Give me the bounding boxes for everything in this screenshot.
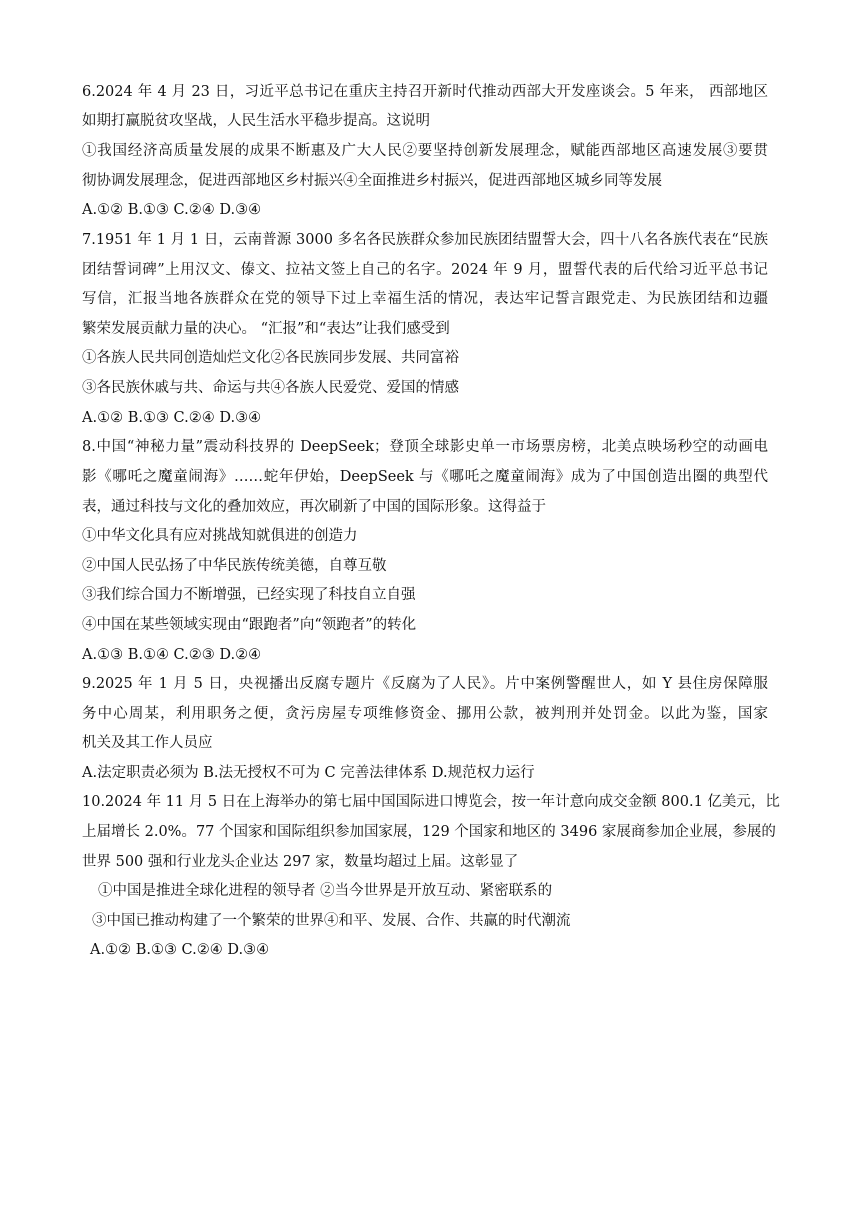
q9-stem-line-3: 机关及其工作人员应 bbox=[82, 735, 213, 751]
q9-answer-choices: A.法定职责必须为 B.法无授权不可为 C 完善法律体系 D.规范权力运行 bbox=[82, 765, 535, 781]
q7-answer-choices: A.①② B.①③ C.②④ D.③④ bbox=[82, 410, 262, 426]
q8-option-2: ②中国人民弘扬了中华民族传统美德，自尊互敬 bbox=[82, 558, 387, 574]
q9-stem-line-1: 9.2025 年 1 月 5 日，央视播出反腐专题片《反腐为了人民》。片中案例警醒世人，如 Y 县住房保障服 bbox=[82, 676, 768, 692]
q8-stem-line-2: 影《哪吒之魔童闹海》……蛇年伊始，DeepSeek 与《哪吒之魔童闹海》成为了中国创造出圈的典型代 bbox=[82, 469, 768, 485]
q7-stem-line-2: 团结誓词碑”上用汉文、傣文、拉祜文签上自己的名字。2024 年 9 月，盟誓代表的后代给习近平总书记 bbox=[82, 262, 768, 278]
q7-stem-line-4: 繁荣发展贡献力量的决心。 “汇报”和“表达”让我们感受到 bbox=[82, 321, 450, 337]
q9-stem-line-2: 务中心周某，利用职务之便，贪污房屋专项维修资金、挪用公款，被判刑并处罚金。以此为鉴，国家 bbox=[82, 706, 768, 722]
q6-stem-line-2: 如期打赢脱贫攻坚战，人民生活水平稳步提高。这说明 bbox=[82, 113, 430, 129]
q10-options-line-1: ①中国是推进全球化进程的领导者 ②当今世界是开放互动、紧密联系的 bbox=[98, 883, 553, 899]
q7-stem-line-1: 7.1951 年 1 月 1 日，云南普源 3000 多名各民族群众参加民族团结盟誓大会，四十八名各族代表在“民族 bbox=[82, 232, 768, 248]
q10-answer-choices: A.①② B.①③ C.②④ D.③④ bbox=[90, 942, 270, 958]
q6-options-line-1: ①我国经济高质量发展的成果不断惠及广大人民②要坚持创新发展理念，赋能西部地区高速发展③要贯 bbox=[82, 143, 768, 159]
q10-stem-line-2: 上届增长 2.0%。77 个国家和国际组织参加国家展，129 个国家和地区的 3496 家展商参加企业展，参展的 bbox=[82, 824, 776, 840]
q6-answer-choices: A.①② B.①③ C.②④ D.③④ bbox=[82, 202, 262, 218]
q6-stem-line-1: 6.2024 年 4 月 23 日，习近平总书记在重庆主持召开新时代推动西部大开发座谈会。5 年来， 西部地区 bbox=[82, 84, 768, 100]
q7-stem-line-3: 写信，汇报当地各族群众在党的领导下过上幸福生活的情况，表达牢记誓言跟党走、为民族团结和边疆 bbox=[82, 291, 768, 307]
q8-stem-line-1: 8.中国“神秘力量”震动科技界的 DeepSeek；登顶全球影史单一市场票房榜，北美点映场秒空的动画电 bbox=[82, 439, 768, 455]
q7-options-line-1: ①各族人民共同创造灿烂文化②各民族同步发展、共同富裕 bbox=[82, 350, 459, 366]
q8-option-3: ③我们综合国力不断增强，已经实现了科技自立自强 bbox=[82, 587, 416, 603]
q10-stem-line-3: 世界 500 强和行业龙头企业达 297 家，数量均超过上届。这彰显了 bbox=[82, 854, 519, 870]
q6-options-line-2: 彻协调发展理念，促进西部地区乡村振兴④全面推进乡村振兴，促进西部地区城乡同等发展 bbox=[82, 173, 662, 189]
q10-stem-line-1: 10.2024 年 11 月 5 日在上海举办的第七届中国国际进口博览会，按一年计意向成交金额 800.1 亿美元，比 bbox=[82, 794, 780, 810]
q8-option-4: ④中国在某些领域实现由“跟跑者”向“领跑者”的转化 bbox=[82, 617, 417, 633]
q8-answer-choices: A.①③ B.①④ C.②③ D.②④ bbox=[82, 647, 262, 663]
q7-options-line-2: ③各民族休戚与共、命运与共④各族人民爱党、爱国的情感 bbox=[82, 380, 459, 396]
q10-options-line-2: ③中国已推动构建了一个繁荣的世界④和平、发展、合作、共赢的时代潮流 bbox=[92, 913, 571, 929]
q8-stem-line-3: 表，通过科技与文化的叠加效应，再次刷新了中国的国际形象。这得益于 bbox=[82, 499, 546, 515]
q8-option-1: ①中华文化具有应对挑战知就俱进的创造力 bbox=[82, 528, 358, 544]
